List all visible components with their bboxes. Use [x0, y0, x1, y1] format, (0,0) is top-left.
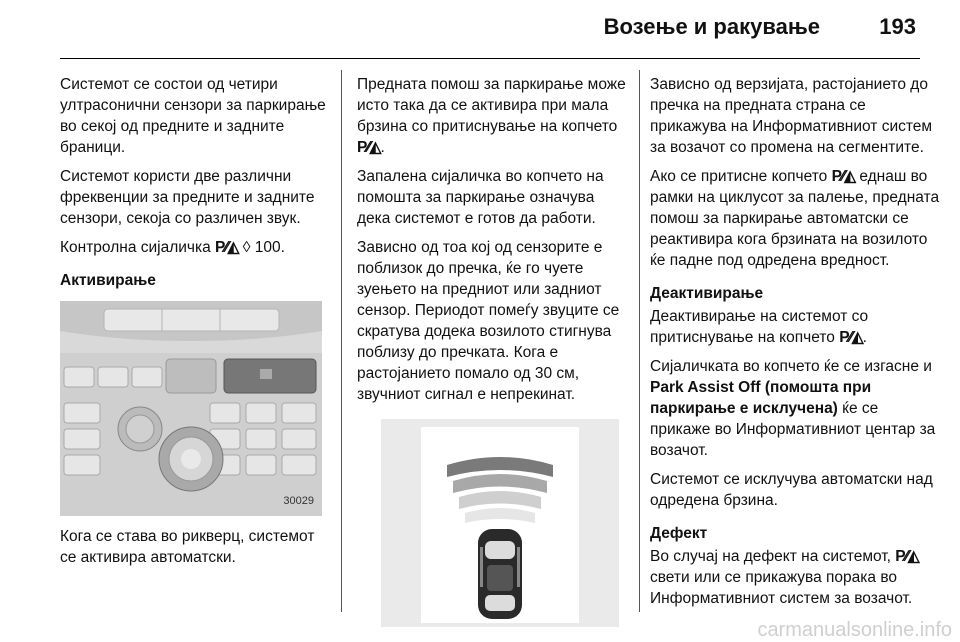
column-3	[650, 74, 940, 617]
paragraph: Системот се состои од четири ултрасонични сензори за паркирање во секој од предните и задните браници.	[60, 76, 326, 156]
column-1	[60, 74, 330, 576]
park-assist-icon: P⁄⁄◭	[357, 139, 381, 156]
sensor-display-illustration	[381, 419, 619, 627]
column-divider	[639, 70, 640, 612]
paragraph: Деактивирање на системот со притиснување на копчето P⁄⁄◭.	[650, 308, 869, 346]
watermark: carmanualsonline.info	[757, 619, 952, 641]
park-assist-icon: P⁄⁄◭	[895, 548, 919, 565]
section-heading: Активирање	[60, 272, 156, 289]
paragraph: Кога се става во рикверц, системот се активира автоматски.	[60, 528, 315, 566]
figure-code: 30029	[283, 495, 314, 507]
paragraph: Системот користи две различни фреквенции за предните и задните сензори, секоја со различен звук.	[60, 168, 315, 227]
control-panel-illustration	[60, 301, 322, 516]
page-number: 193	[879, 14, 916, 39]
control-panel-figure	[60, 301, 322, 516]
paragraph: Во случај на дефект на системот, P⁄⁄◭ свети или се прикажува порака во Информативниот систем за возачот.	[650, 548, 919, 607]
paragraph: Зависно од верзијата, растојанието до пречка на предната страна се прикажува на Информативниот систем за возачот со промена на сегментите.	[650, 76, 933, 156]
paragraph: Контролна сијаличка P⁄⁄◭ ◊ 100.	[60, 239, 285, 256]
section-heading: Дефект	[650, 525, 708, 542]
page-title: Возење и ракување	[603, 14, 820, 39]
park-assist-icon: P⁄⁄◭	[839, 329, 863, 346]
paragraph: Зависно од тоа кој од сензорите е поблизок до пречка, ќе го чуете зуењето на предниот или задниот сензор. Периодот помеѓу звуците се скратува додека возилото стигнува поблизу до пречката. Кога е растојанието помало од 30 см, звучниот сигнал е непрекинат.	[357, 239, 620, 403]
paragraph: Ако се притисне копчето P⁄⁄◭ еднаш во рамки на циклусот за палење, предната помош за паркирање автоматски се реактивира кога брзината на возилото ќе падне под одредена вредност.	[650, 168, 940, 269]
sensor-display-figure	[381, 419, 619, 627]
paragraph: Запалена сијаличка во копчето на помошта за паркирање означува дека системот е готов да работи.	[357, 168, 604, 227]
park-assist-icon: P⁄⁄◭	[215, 239, 239, 256]
paragraph: Сијаличката во копчето ќе се изгасне и Park Assist Off (помошта при паркирање е исклучена) ќе се прикаже во Информативниот центар за возачот.	[650, 358, 936, 459]
section-heading: Деактивирање	[650, 285, 764, 302]
header-rule	[60, 58, 920, 59]
paragraph: Предната помош за паркирање може исто така да се активира при мала брзина со притиснување на копчето P⁄⁄◭.	[357, 76, 626, 156]
column-divider	[341, 70, 342, 612]
display-message: Park Assist Off (помошта при паркирање е исклучена)	[650, 379, 872, 417]
column-2	[357, 74, 627, 627]
paragraph: Системот се исклучува автоматски над одредена брзина.	[650, 471, 933, 509]
park-assist-icon: P⁄⁄◭	[831, 168, 856, 185]
